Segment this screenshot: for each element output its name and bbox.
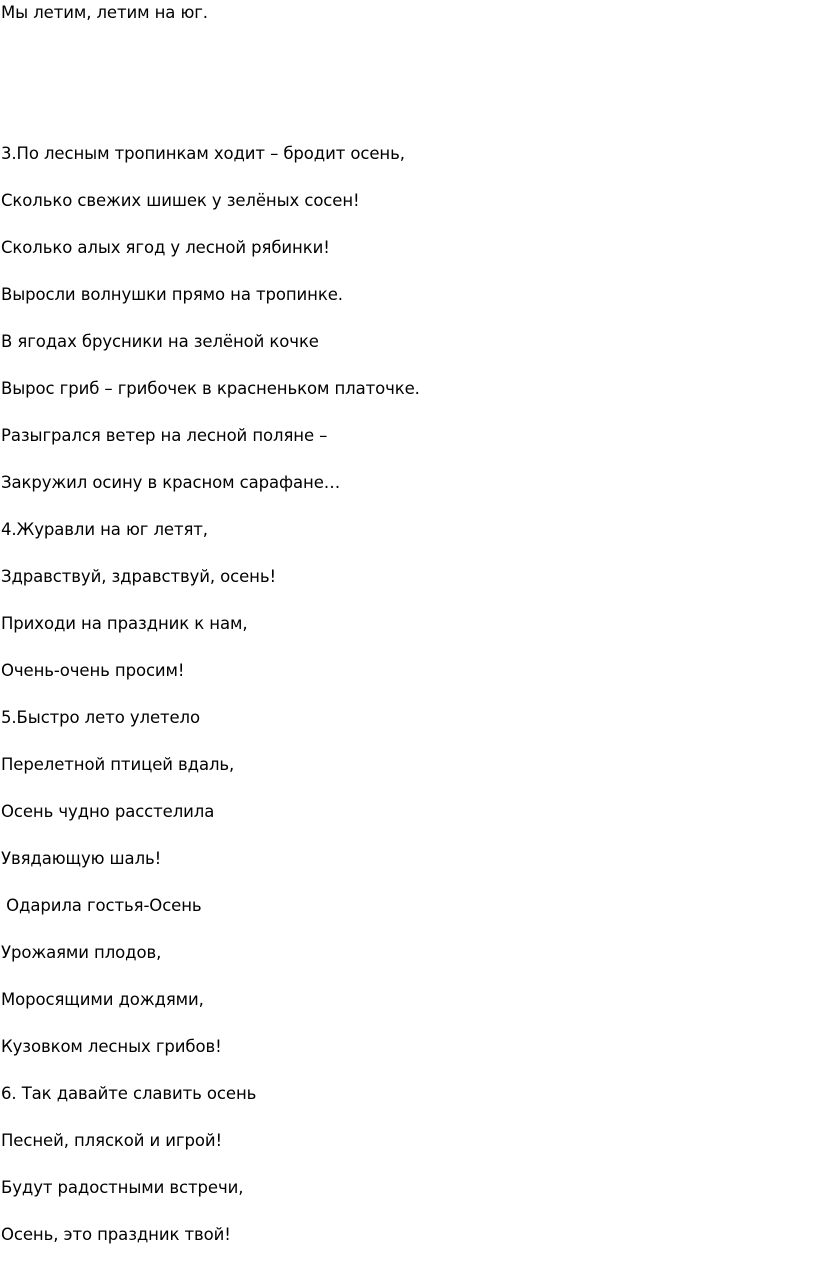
poem-line-4: Сколько алых ягод у лесной рябинки!: [1, 238, 330, 257]
poem-line-10: 4.Журавли на юг летят,: [1, 520, 208, 539]
poem-line-22: 6. Так давайте славить осень: [1, 1084, 257, 1103]
poem-line-9: Закружил осину в красном сарафане…: [1, 473, 341, 492]
poem-line-5: Выросли волнушки прямо на тропинке.: [1, 285, 343, 304]
poem-line-15: Перелетной птицей вдаль,: [1, 755, 235, 774]
poem-line-18: Одарила гостья-Осень: [1, 896, 202, 915]
poem-line-24: Будут радостными встречи,: [1, 1178, 244, 1197]
poem-line-3: Сколько свежих шишек у зелёных сосен!: [1, 191, 360, 210]
poem-line-7: Вырос гриб – грибочек в красненьком платочке.: [1, 379, 420, 398]
poem-line-12: Приходи на праздник к нам,: [1, 614, 248, 633]
poem-line-1: Мы летим, летим на юг.: [1, 3, 208, 22]
poem-line-14: 5.Быстро лето улетело: [1, 708, 201, 727]
poem-line-16: Осень чудно расстелила: [1, 802, 215, 821]
poem-line-11: Здравствуй, здравствуй, осень!: [1, 567, 277, 586]
poem-line-17: Увядающую шаль!: [1, 849, 162, 868]
poem-line-19: Урожаями плодов,: [1, 943, 162, 962]
poem-line-20: Моросящими дождями,: [1, 990, 204, 1009]
poem-line-13: Очень-очень просим!: [1, 661, 185, 680]
poem-line-8: Разыгрался ветер на лесной поляне –: [1, 426, 328, 445]
poem-line-6: В ягодах брусники на зелёной кочке: [1, 332, 319, 351]
poem-line-25: Осень, это праздник твой!: [1, 1225, 231, 1244]
poem-line-2: 3.По лесным тропинкам ходит – бродит осень,: [1, 144, 405, 163]
poem-line-21: Кузовком лесных грибов!: [1, 1037, 222, 1056]
poem-line-23: Песней, пляской и игрой!: [1, 1131, 223, 1150]
